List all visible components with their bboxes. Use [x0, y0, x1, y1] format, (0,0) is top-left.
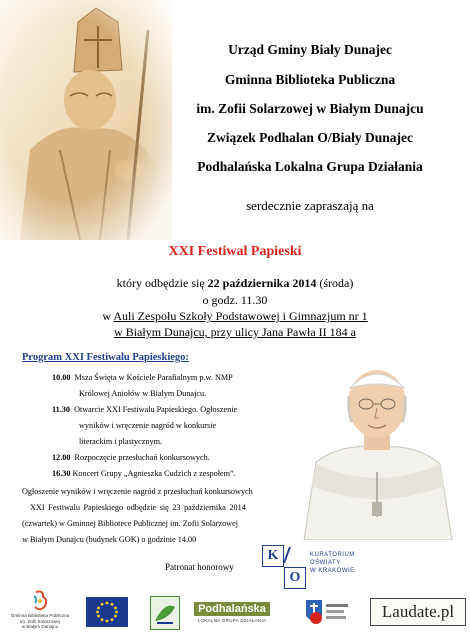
- kuratorium-line-1: KURATORIUM: [310, 552, 355, 558]
- program-note-4: w Białym Dunajcu (budynek GOK) o godzinie 14.00: [22, 535, 197, 544]
- crest-icon: [296, 596, 352, 630]
- organizer-line-4: Związek Podhalan O/Biały Dunajec: [207, 130, 413, 145]
- library-logo-line-2: im. Zofii Solarzowej: [20, 618, 60, 624]
- kuratorium-name: [310, 551, 355, 575]
- program-item-3: [52, 452, 210, 463]
- library-logo: [8, 590, 72, 635]
- event-venue-line-1: [0, 309, 470, 324]
- event-date-suffix: (środa): [316, 276, 354, 290]
- event-venue-line-2: w Białym Dunajcu, przy ulicy Jana Pawła II 184 a: [114, 325, 356, 339]
- eu-stars-icon: [86, 597, 128, 627]
- program-item-time: 10.00: [52, 373, 71, 382]
- program-item-text: Rozpoczęcie przesłuchań konkursowych.: [74, 453, 210, 462]
- program-item-time: 12.00: [52, 453, 71, 462]
- organizer-line-2: Gminna Biblioteka Publiczna: [224, 72, 396, 87]
- patronage-label: Patronat honorowy: [165, 562, 234, 572]
- organizer-line-1: Urząd Gminy Biały Dunajec: [228, 42, 392, 57]
- organizer-line-3: im. Zofii Solarzowej w Białym Dunajcu: [196, 101, 424, 116]
- program-item-text: Koncert Grupy „Agnieszka Cudzich z zespołem”.: [72, 469, 236, 478]
- eu-flag-logo: [86, 597, 128, 627]
- program-item-4: [52, 468, 236, 479]
- kuratorium-line-3: W KRAKOWIE: [310, 568, 355, 574]
- program-item-1: [52, 372, 233, 383]
- library-logo-line-1: Gminna Biblioteka Publiczna: [10, 613, 70, 618]
- event-date-prefix: który odbędzie się: [116, 276, 208, 290]
- pope-francis-portrait: [294, 352, 460, 540]
- kuratorium-quill-icon: [283, 547, 305, 563]
- event-title: XXI Festiwal Papieski: [168, 244, 302, 259]
- event-venue-prefix: w: [102, 309, 114, 323]
- library-mark-icon: [30, 590, 50, 612]
- kuratorium-line-2: OŚWIATY: [310, 560, 341, 566]
- leader-leaf-icon: [151, 597, 179, 629]
- program-item-2-cont-1: wyników i wręczenie nagród w konkursie: [79, 421, 217, 430]
- john-paul-portrait: [0, 0, 172, 240]
- podhalanska-sub: LOKALNA GRUPA DZIAŁANIA: [197, 618, 267, 623]
- event-date: 22 października 2014: [207, 276, 317, 290]
- program-heading: Program XXI Festiwalu Papieskiego:: [22, 352, 189, 363]
- library-logo-line-3: w Białym Dunajcu: [21, 624, 59, 629]
- pope-francis-image: [294, 352, 460, 540]
- program-item-1-cont: Królowej Aniołów w Białym Dunajcu.: [79, 389, 207, 398]
- program-item-time: 11.30: [52, 405, 70, 414]
- podhalanska-name: Podhalańska: [194, 602, 270, 616]
- program-note-2: XXI Festiwalu Papieskiego odbędzie się 23 października 2014: [30, 503, 246, 512]
- program-item-time: 16.30: [52, 469, 71, 478]
- event-time: o godz. 11.30: [202, 293, 268, 307]
- event-date-line: [0, 276, 470, 291]
- crest-logo: [296, 596, 352, 630]
- program-note-1: Ogłoszenie wyników i wręczenie nagród z przesłuchań konkursowych: [22, 487, 253, 496]
- john-paul-portrait-image: [0, 0, 172, 240]
- organizer-line-5: Podhalańska Lokalna Grupa Działania: [197, 159, 423, 174]
- program-item-2: [52, 404, 237, 415]
- kuratorium-o-box: O: [284, 567, 306, 589]
- kuratorium-logo: [262, 545, 382, 590]
- event-venue: Auli Zespołu Szkoły Podstawowej i Gimnazjum nr 1: [113, 309, 368, 323]
- laudate-logo: Laudate.pl: [370, 598, 466, 626]
- program-item-text: Msza Święta w Kościele Parafialnym p.w. NMP: [74, 373, 233, 382]
- invite-text: serdecznie zapraszają na: [246, 198, 374, 213]
- program-item-2-cont-2: literackim i plastycznym.: [79, 437, 162, 446]
- kuratorium-k-box: K: [262, 545, 284, 567]
- program-note-3: (czwartek) w Gminnej Bibliotece Publicznej im. Zofii Solarzowej: [22, 519, 238, 528]
- leader-logo: [150, 596, 180, 630]
- podhalanska-logo: [194, 598, 270, 628]
- program-item-text: Otwarcie XXI Festiwalu Papieskiego. Ogłoszenie: [74, 405, 238, 414]
